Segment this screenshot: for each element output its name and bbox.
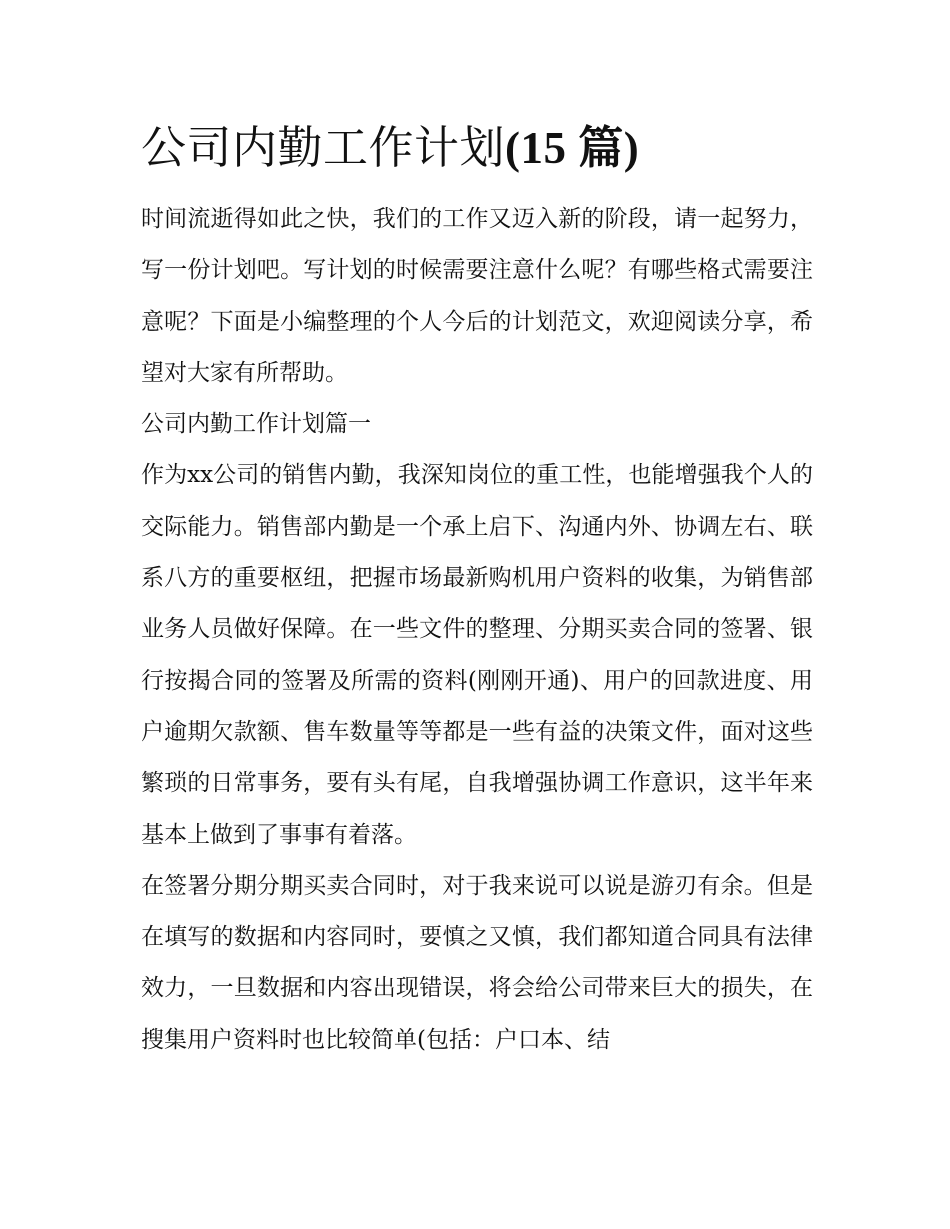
section-heading: 公司内勤工作计划篇一	[141, 411, 371, 438]
body-paragraph: 作为xx公司的销售内勤，我深知岗位的重工性，也能增强我个人的交际能力。销售部内勤是一个承上启下、沟通内外、协调左右、联系八方的重要枢纽，把握市场最新购机用户资料的收集，为销售部业务人员做好保障。在一些文件的整理、分期买卖合同的签署、银行按揭合同的签署及所需的资料(刚刚开通)、用户的回款进度、用户逾期欠款额、售车数量等等都是一些有益的决策文件，面对这些繁琐的日常事务，要有头有尾，自我增强协调工作意识，这半年来基本上做到了事事有着落。	[141, 462, 813, 848]
document-title	[141, 114, 813, 182]
document-title-main: 公司内勤工作计划	[141, 121, 506, 174]
document-body	[141, 114, 813, 1066]
intro-paragraph: 时间流逝得如此之快，我们的工作又迈入新的阶段，请一起努力，写一份计划吧。写计划的时候需要注意什么呢？有哪些格式需要注意呢？下面是小编整理的个人今后的计划范文，欢迎阅读分享，希望对大家有所帮助。	[141, 206, 813, 386]
body-paragraph: 在签署分期分期买卖合同时，对于我来说可以说是游刃有余。但是在填写的数据和内容同时，要慎之又慎，我们都知道合同具有法律效力，一旦数据和内容出现错误，将会给公司带来巨大的损失，在搜集用户资料时也比较简单(包括：户口本、结	[141, 872, 813, 1053]
document-title-suffix: (15 篇)	[505, 123, 640, 173]
